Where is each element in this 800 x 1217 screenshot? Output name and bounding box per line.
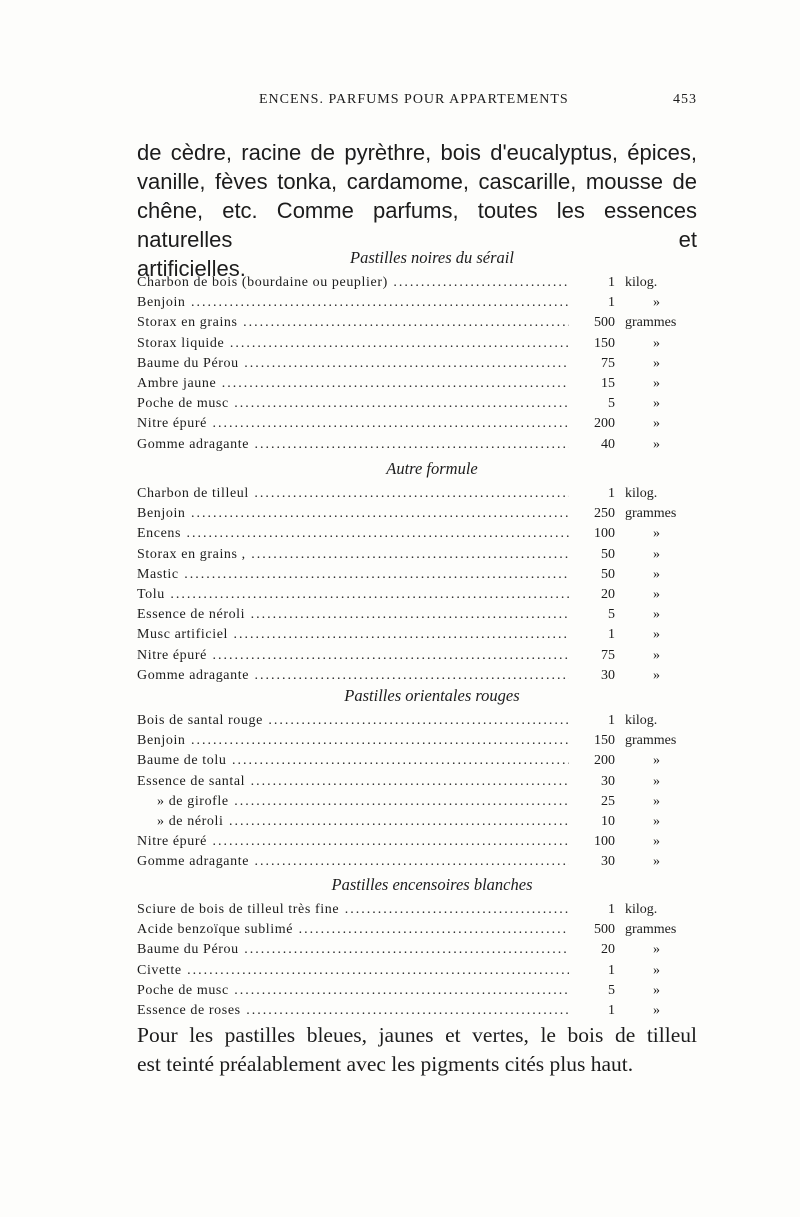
ingredient-name: Mastic .....	[137, 565, 569, 585]
text-line: Pour les pastilles bleues, jaunes et vertes, le bois de tilleul	[137, 1023, 697, 1047]
ingredient-row	[137, 711, 697, 731]
ingredient-name: Storax en grains , .....	[137, 545, 569, 565]
ingredient-name: Charbon de tilleul .....	[137, 484, 569, 504]
ingredient-quantity: 5	[608, 982, 615, 998]
ingredient-name: Poche de musc .....	[137, 981, 569, 1001]
ingredient-name: Bois de santal rouge .....	[137, 711, 569, 731]
ingredient-row	[137, 940, 697, 960]
ingredient-name: Baume de tolu .....	[137, 751, 569, 771]
recipe-section	[137, 247, 697, 455]
recipe-title: Pastilles encensoires blanches	[331, 875, 533, 894]
ingredient-quantity: 75	[601, 355, 615, 371]
ingredient-name: Tolu .....	[137, 585, 569, 605]
ingredient-row	[137, 625, 697, 645]
text-line: de cèdre, racine de pyrèthre, bois d'eucalyptus, épices,	[137, 140, 697, 165]
page-number: 453	[673, 92, 697, 107]
ingredient-unit: kilog.	[625, 275, 658, 290]
ingredient-name: Essence de roses .....	[137, 1001, 569, 1021]
ingredient-name: Civette .....	[137, 961, 569, 981]
ingredient-quantity: 40	[601, 436, 615, 452]
ingredient-row	[137, 961, 697, 981]
ingredient-row	[137, 354, 697, 374]
ingredient-quantity: 1	[608, 275, 615, 290]
ingredient-name: » de néroli .....	[137, 812, 569, 832]
ingredient-quantity: 1	[608, 713, 615, 728]
ingredient-name: Benjoin .....	[137, 731, 569, 751]
ingredient-unit: »	[653, 566, 660, 582]
ingredient-quantity: 1	[608, 295, 615, 311]
ingredient-name: Baume du Pérou .....	[137, 354, 569, 374]
ingredient-unit: »	[653, 667, 660, 683]
ingredient-quantity: 20	[601, 586, 615, 602]
ingredient-unit: »	[653, 793, 660, 809]
ingredient-name: Charbon de bois (bourdaine ou peuplier) .....	[137, 273, 569, 293]
ingredient-unit: »	[653, 586, 660, 602]
ingredient-name: Storax liquide .....	[137, 334, 569, 354]
ingredient-row	[137, 545, 697, 565]
ingredient-quantity: 100	[594, 526, 615, 542]
ingredient-row	[137, 504, 697, 524]
closing-paragraph	[137, 1021, 697, 1079]
ingredient-quantity: 250	[594, 506, 615, 522]
ingredient-unit: »	[653, 773, 660, 789]
ingredient-unit: grammes	[625, 315, 677, 331]
ingredient-name: Musc artificiel .....	[137, 625, 569, 645]
ingredient-unit: »	[653, 416, 660, 432]
ingredient-unit: kilog.	[625, 902, 658, 917]
ingredient-row	[137, 435, 697, 455]
ingredient-quantity: 75	[601, 647, 615, 663]
ingredient-name: Storax en grains .....	[137, 313, 569, 333]
ingredient-unit: »	[653, 526, 660, 542]
ingredient-unit: »	[653, 962, 660, 978]
text-line: artificielles.	[137, 256, 246, 281]
text-line: vanille, fèves tonka, cardamome, cascarille, mousse de	[137, 169, 697, 194]
ingredient-row	[137, 792, 697, 812]
ingredient-quantity: 30	[601, 773, 615, 789]
ingredient-row	[137, 605, 697, 625]
ingredient-row	[137, 832, 697, 852]
ingredient-name: Benjoin .....	[137, 293, 569, 313]
ingredient-unit: »	[653, 375, 660, 391]
text-line: chêne, etc. Comme parfums, toutes les essences naturelles et	[137, 198, 697, 252]
ingredient-quantity: 1	[608, 902, 615, 917]
ingredient-unit: »	[653, 982, 660, 998]
text-line: est teinté préalablement avec les pigments cités plus haut.	[137, 1052, 634, 1076]
ingredient-unit: »	[653, 813, 660, 829]
ingredient-name: Gomme adragante .....	[137, 435, 569, 455]
ingredient-row	[137, 751, 697, 771]
ingredient-quantity: 1	[608, 486, 615, 501]
ingredient-row	[137, 920, 697, 940]
ingredient-quantity: 150	[594, 733, 615, 749]
ingredient-quantity: 50	[601, 546, 615, 562]
ingredient-quantity: 200	[594, 416, 615, 432]
ingredient-name: Nitre épuré .....	[137, 832, 569, 852]
ingredient-unit: »	[653, 396, 660, 412]
ingredient-row	[137, 731, 697, 751]
ingredient-row	[137, 414, 697, 434]
ingredient-row	[137, 981, 697, 1001]
ingredient-unit: kilog.	[625, 486, 658, 501]
ingredient-row	[137, 394, 697, 414]
ingredient-quantity: 500	[594, 922, 615, 938]
ingredient-unit: »	[653, 834, 660, 850]
ingredient-name: Nitre épuré .....	[137, 646, 569, 666]
ingredient-unit: »	[653, 753, 660, 769]
ingredient-unit: grammes	[625, 922, 677, 938]
ingredient-row	[137, 313, 697, 333]
ingredient-quantity: 10	[601, 813, 615, 829]
recipe-section	[137, 685, 697, 873]
ingredient-quantity: 30	[601, 667, 615, 683]
ingredient-unit: grammes	[625, 506, 677, 522]
ingredient-name: Essence de santal .....	[137, 772, 569, 792]
ingredient-unit: »	[653, 355, 660, 371]
ingredient-row	[137, 852, 697, 872]
ingredient-row	[137, 334, 697, 354]
running-title: ENCENS. PARFUMS POUR APPARTEMENTS	[259, 92, 569, 107]
ingredient-row	[137, 293, 697, 313]
ingredient-unit: »	[653, 647, 660, 663]
ingredient-unit: grammes	[625, 733, 677, 749]
ingredient-name: Benjoin .....	[137, 504, 569, 524]
ingredient-name: Poche de musc .....	[137, 394, 569, 414]
ingredient-name: Encens .....	[137, 524, 569, 544]
ingredient-unit: »	[653, 335, 660, 351]
recipe-title: Pastilles orientales rouges	[344, 686, 520, 705]
recipe-section	[137, 458, 697, 686]
ingredient-quantity: 100	[594, 834, 615, 850]
ingredient-row	[137, 900, 697, 920]
ingredient-unit: »	[653, 546, 660, 562]
ingredient-unit: »	[653, 436, 660, 452]
ingredient-name: Ambre jaune .....	[137, 374, 569, 394]
ingredient-row	[137, 812, 697, 832]
ingredient-quantity: 1	[608, 962, 615, 978]
ingredient-unit: »	[653, 607, 660, 623]
ingredient-name: Gomme adragante .....	[137, 666, 569, 686]
ingredient-unit: »	[653, 942, 660, 958]
recipe-title: Pastilles noires du sérail	[350, 248, 514, 267]
ingredient-name: Nitre épuré .....	[137, 414, 569, 434]
ingredient-quantity: 50	[601, 566, 615, 582]
ingredient-quantity: 5	[608, 396, 615, 412]
ingredient-quantity: 25	[601, 793, 615, 809]
ingredient-unit: kilog.	[625, 713, 658, 728]
ingredient-row	[137, 273, 697, 293]
ingredient-name: Gomme adragante .....	[137, 852, 569, 872]
ingredient-row	[137, 666, 697, 686]
ingredient-unit: »	[653, 627, 660, 643]
ingredient-row	[137, 374, 697, 394]
recipe-section	[137, 874, 697, 1021]
ingredient-quantity: 1	[608, 627, 615, 643]
ingredient-quantity: 200	[594, 753, 615, 769]
ingredient-row	[137, 772, 697, 792]
ingredient-quantity: 20	[601, 942, 615, 958]
ingredient-name: Baume du Pérou .....	[137, 940, 569, 960]
ingredient-unit: »	[653, 295, 660, 311]
ingredient-row	[137, 484, 697, 504]
ingredient-row	[137, 1001, 697, 1021]
ingredient-unit: »	[653, 1002, 660, 1018]
ingredient-quantity: 500	[594, 315, 615, 331]
ingredient-row	[137, 565, 697, 585]
ingredient-quantity: 30	[601, 854, 615, 870]
recipe-title: Autre formule	[386, 459, 478, 478]
ingredient-name: » de girofle .....	[137, 792, 569, 812]
ingredient-quantity: 5	[608, 607, 615, 623]
ingredient-name: Sciure de bois de tilleul très fine .....	[137, 900, 569, 920]
ingredient-name: Essence de néroli .....	[137, 605, 569, 625]
ingredient-row	[137, 585, 697, 605]
ingredient-quantity: 1	[608, 1002, 615, 1018]
ingredient-unit: »	[653, 854, 660, 870]
ingredient-row	[137, 646, 697, 666]
ingredient-quantity: 15	[601, 375, 615, 391]
ingredient-row	[137, 524, 697, 544]
ingredient-name: Acide benzoïque sublimé .....	[137, 920, 569, 940]
ingredient-quantity: 150	[594, 335, 615, 351]
